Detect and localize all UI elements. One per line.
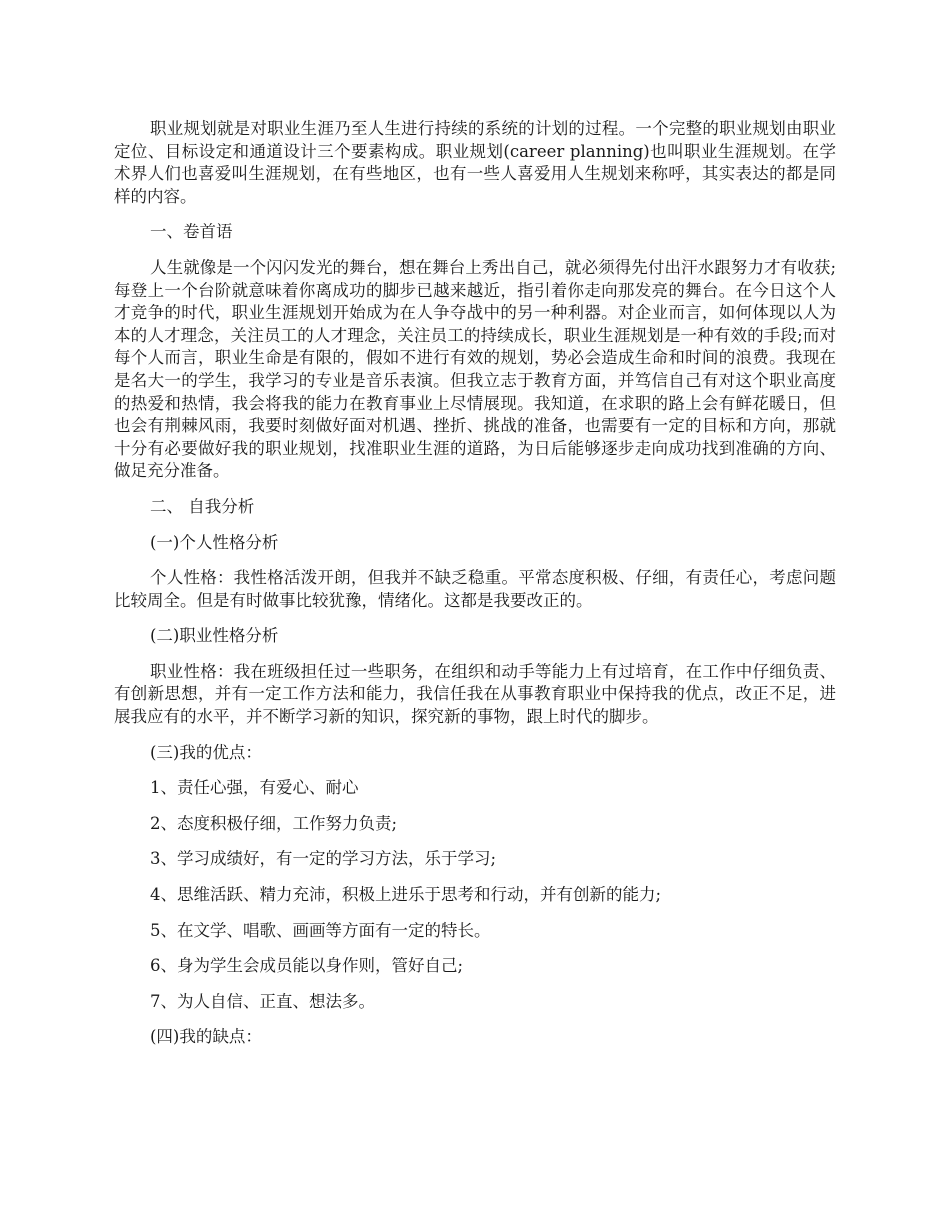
subheading-personality: (一)个人性格分析: [150, 532, 279, 552]
list-item: 6、身为学生会成员能以身作则，管好自己;: [150, 956, 464, 976]
list-item: 2、态度积极仔细，工作努力负责;: [150, 813, 398, 833]
document-body: [114, 118, 836, 1062]
list-item: 4、思维活跃、精力充沛，积极上进乐于思考和行动，并有创新的能力;: [150, 885, 662, 905]
list-item: 3、学习成绩好，有一定的学习方法，乐于学习;: [150, 849, 497, 869]
list-item: 7、为人自信、正直、想法多。: [150, 991, 375, 1011]
preface-paragraph: 人生就像是一个闪闪发光的舞台，想在舞台上秀出自己，就必须得先付出汗水跟努力才有收获;每登上一个台阶就意味着你离成功的脚步已越来越近，指引着你走向那发亮的舞台。在今日这个人才竞争的时代，职业生涯规划开始成为在人争夺战中的另一种利器。对企业而言，如何体现以人为本的人才理念，关注员工的人才理念，关注员工的持续成长，职业生涯规划是一种有效的手段;而对每个人而言，职业生命是有限的，假如不进行有效的规划，势必会造成生命和时间的浪费。我现在是名大一的学生，我学习的专业是音乐表演。但我立志于教育方面，并笃信自己有对这个职业高度的热爱和热情，我会将我的能力在教育事业上尽情展现。我知道，在求职的路上会有鲜花暖日，但也会有荆棘风雨，我要时刻做好面对机遇、挫折、挑战的准备，也需要有一定的目标和方向，那就十分有必要做好我的职业规划，找准职业生涯的道路，为日后能够逐步走向成功找到准确的方向、做足充分准备。: [114, 257, 836, 481]
subheading-career-personality: (二)职业性格分析: [150, 626, 279, 646]
list-item: 5、在文学、唱歌、画画等方面有一定的特长。: [150, 920, 491, 940]
subheading-weaknesses: (四)我的缺点：: [150, 1027, 262, 1047]
personality-paragraph: 个人性格：我性格活泼开朗，但我并不缺乏稳重。平常态度积极、仔细，有责任心，考虑问题比较周全。但是有时做事比较犹豫，情绪化。这都是我要改正的。: [114, 568, 836, 610]
subheading-strengths: (三)我的优点：: [150, 742, 262, 762]
section-heading-preface: 一、卷首语: [150, 222, 233, 242]
intro-paragraph: 职业规划就是对职业生涯乃至人生进行持续的系统的计划的过程。一个完整的职业规划由职业定位、目标设定和通道设计三个要素构成。职业规划(career planning)也叫职业生涯规划。在学术界人们也喜爱叫生涯规划，在有些地区，也有一些人喜爱用人生规划来称呼，其实表达的都是同样的内容。: [114, 119, 836, 206]
section-heading-self-analysis: 二、 自我分析: [150, 496, 255, 516]
career-personality-paragraph: 职业性格：我在班级担任过一些职务，在组织和动手等能力上有过培育，在工作中仔细负责、有创新思想，并有一定工作方法和能力，我信任我在从事教育职业中保持我的优点，改正不足，进展我应有的水平，并不断学习新的知识，探究新的事物，跟上时代的脚步。: [114, 661, 836, 727]
list-item: 1、责任心强，有爱心、耐心: [150, 778, 359, 798]
